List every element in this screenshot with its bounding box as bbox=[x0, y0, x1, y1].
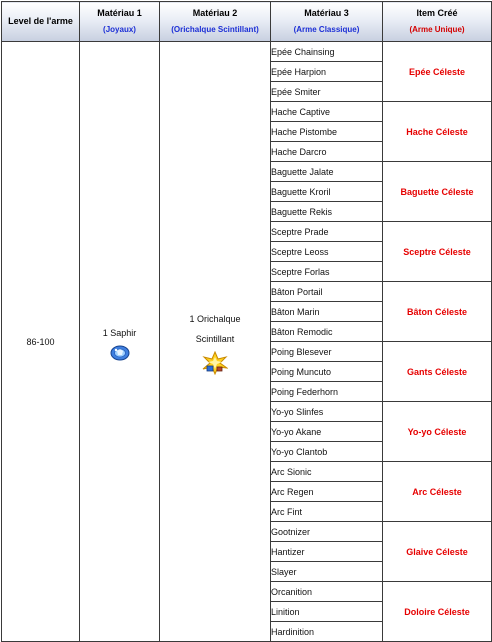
table-row bbox=[2, 42, 492, 62]
material-3-cell: Slayer bbox=[271, 562, 383, 582]
material-3-cell: Poing Muncuto bbox=[271, 362, 383, 382]
material-2-line2: Scintillant bbox=[195, 333, 235, 344]
material-2-line1: 1 Orichalque bbox=[189, 313, 241, 324]
header-material-2-sub: (Orichalque Scintillant) bbox=[171, 25, 259, 34]
crafting-table-container bbox=[1, 1, 491, 639]
level-range: 86-100 bbox=[26, 336, 55, 347]
material-3-cell: Baguette Kroril bbox=[271, 182, 383, 202]
material-3-cell: Hache Pistombe bbox=[271, 122, 383, 142]
header-material-3 bbox=[271, 2, 383, 42]
material-3-cell: Arc Fint bbox=[271, 502, 383, 522]
result-item-cell: Arc Céleste bbox=[383, 462, 492, 522]
result-item-cell: Sceptre Céleste bbox=[383, 222, 492, 282]
crafting-table bbox=[1, 1, 492, 642]
result-item-cell: Baguette Céleste bbox=[383, 162, 492, 222]
header-material-3-title: Matériau 3 bbox=[304, 8, 349, 18]
material-3-cell: Yo-yo Slinfes bbox=[271, 402, 383, 422]
material-3-cell: Arc Sionic bbox=[271, 462, 383, 482]
material-3-cell: Yo-yo Akane bbox=[271, 422, 383, 442]
material-1-text: 1 Saphir bbox=[102, 327, 137, 338]
material-3-cell: Hardinition bbox=[271, 622, 383, 642]
result-item-cell: Bâton Céleste bbox=[383, 282, 492, 342]
material-3-cell: Bâton Remodic bbox=[271, 322, 383, 342]
material-3-cell: Epée Chainsing bbox=[271, 42, 383, 62]
table-body bbox=[2, 42, 492, 642]
material-3-cell: Baguette Rekis bbox=[271, 202, 383, 222]
material-3-cell: Sceptre Prade bbox=[271, 222, 383, 242]
header-material-2 bbox=[160, 2, 271, 42]
material-3-cell: Poing Blesever bbox=[271, 342, 383, 362]
header-material-2-title: Matériau 2 bbox=[192, 8, 238, 18]
material-3-cell: Hantizer bbox=[271, 542, 383, 562]
material-3-cell: Hache Captive bbox=[271, 102, 383, 122]
material-2-cell bbox=[160, 42, 271, 642]
material-3-cell: Epée Harpion bbox=[271, 62, 383, 82]
material-3-cell: Gootnizer bbox=[271, 522, 383, 542]
material-3-cell: Arc Regen bbox=[271, 482, 383, 502]
header-level bbox=[2, 2, 80, 42]
result-item-cell: Gants Céleste bbox=[383, 342, 492, 402]
header-item-created bbox=[383, 2, 492, 42]
result-item-cell: Glaive Céleste bbox=[383, 522, 492, 582]
material-1-cell bbox=[80, 42, 160, 642]
material-3-cell: Baguette Jalate bbox=[271, 162, 383, 182]
orichalcum-icon bbox=[202, 351, 228, 375]
material-3-cell: Yo-yo Clantob bbox=[271, 442, 383, 462]
level-cell bbox=[2, 42, 80, 642]
header-material-1-sub: (Joyaux) bbox=[103, 25, 136, 34]
result-item-cell: Doloire Céleste bbox=[383, 582, 492, 642]
sapphire-gem-icon bbox=[110, 345, 130, 361]
material-3-cell: Bâton Portail bbox=[271, 282, 383, 302]
result-item-cell: Yo-yo Céleste bbox=[383, 402, 492, 462]
header-level-title: Level de l'arme bbox=[8, 16, 73, 26]
table-header-row bbox=[2, 2, 492, 42]
material-3-cell: Sceptre Forlas bbox=[271, 262, 383, 282]
result-item-cell: Hache Céleste bbox=[383, 102, 492, 162]
material-3-cell: Orcanition bbox=[271, 582, 383, 602]
material-3-cell: Bâton Marin bbox=[271, 302, 383, 322]
material-3-cell: Epée Smiter bbox=[271, 82, 383, 102]
material-3-cell: Linition bbox=[271, 602, 383, 622]
result-item-cell: Epée Céleste bbox=[383, 42, 492, 102]
header-material-3-sub: (Arme Classique) bbox=[293, 25, 360, 34]
header-item-sub: (Arme Unique) bbox=[409, 25, 465, 34]
material-3-cell: Hache Darcro bbox=[271, 142, 383, 162]
header-item-title: Item Créé bbox=[416, 8, 458, 18]
header-material-1 bbox=[80, 2, 160, 42]
material-3-cell: Poing Federhorn bbox=[271, 382, 383, 402]
header-material-1-title: Matériau 1 bbox=[97, 8, 142, 18]
material-3-cell: Sceptre Leoss bbox=[271, 242, 383, 262]
